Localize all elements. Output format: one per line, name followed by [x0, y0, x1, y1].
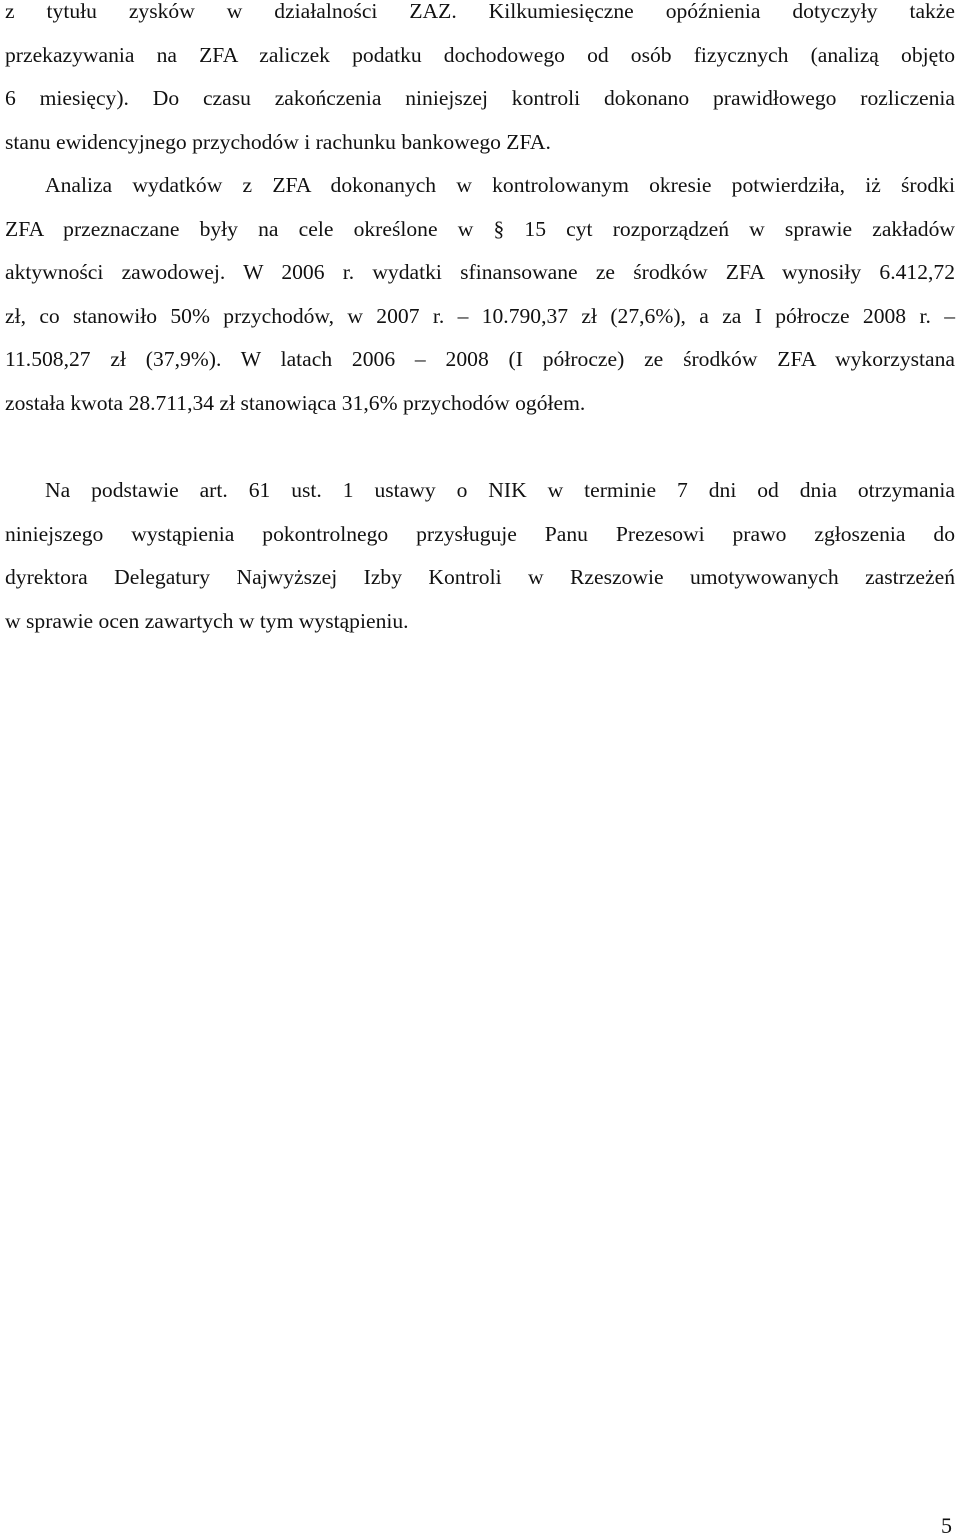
- text-block-lower: [5, 479, 955, 653]
- paragraph-3-line-2: niniejszego wystąpienia pokontrolnego przysługuje Panu Prezesowi prawo zgłoszenia do: [5, 521, 955, 546]
- text-block-upper: [5, 0, 955, 435]
- paragraph-3-line-3: dyrektora Delegatury Najwyższej Izby Kontroli w Rzeszowie umotywowanych zastrzeżeń: [5, 565, 955, 589]
- paragraph-2-line-3: aktywności zawodowej. W 2006 r. wydatki sfinansowane ze środków ZFA wynosiły 6.412,72: [5, 260, 955, 284]
- paragraph-3-line-1: Na podstawie art. 61 ust. 1 ustawy o NIK w terminie 7 dni od dnia otrzymania: [45, 478, 955, 502]
- paragraph-2-line-1: Analiza wydatków z ZFA dokonanych w kontrolowanym okresie potwierdziła, iż środki: [45, 173, 955, 197]
- paragraph-2-line-2: ZFA przeznaczane były na cele określone w § 15 cyt rozporządzeń w sprawie zakładów: [5, 216, 955, 241]
- paragraph-3-line-4: w sprawie ocen zawartych w tym wystąpieniu.: [5, 608, 409, 633]
- paragraph-2-line-4: zł, co stanowiło 50% przychodów, w 2007 r. – 10.790,37 zł (27,6%), a za I półrocze 2008 r. –: [5, 303, 955, 328]
- paragraph-1-line-3: 6 miesięcy). Do czasu zakończenia niniejszej kontroli dokonano prawidłowego rozliczenia: [5, 86, 955, 110]
- paragraph-1-line-2: przekazywania na ZFA zaliczek podatku dochodowego od osób fizycznych (analizą objęto: [5, 42, 955, 67]
- paragraph-2-line-6: została kwota 28.711,34 zł stanowiąca 31,6% przychodów ogółem.: [5, 390, 586, 415]
- page-number: 5: [941, 1513, 952, 1538]
- paragraph-2-line-5: 11.508,27 zł (37,9%). W latach 2006 – 2008 (I półrocze) ze środków ZFA wykorzystana: [5, 347, 955, 371]
- paragraph-1-line-4: stanu ewidencyjnego przychodów i rachunku bankowego ZFA.: [5, 129, 551, 154]
- paragraph-1-line-1: z tytułu zysków w działalności ZAZ. Kilkumiesięczne opóźnienia dotyczyły także: [5, 0, 955, 23]
